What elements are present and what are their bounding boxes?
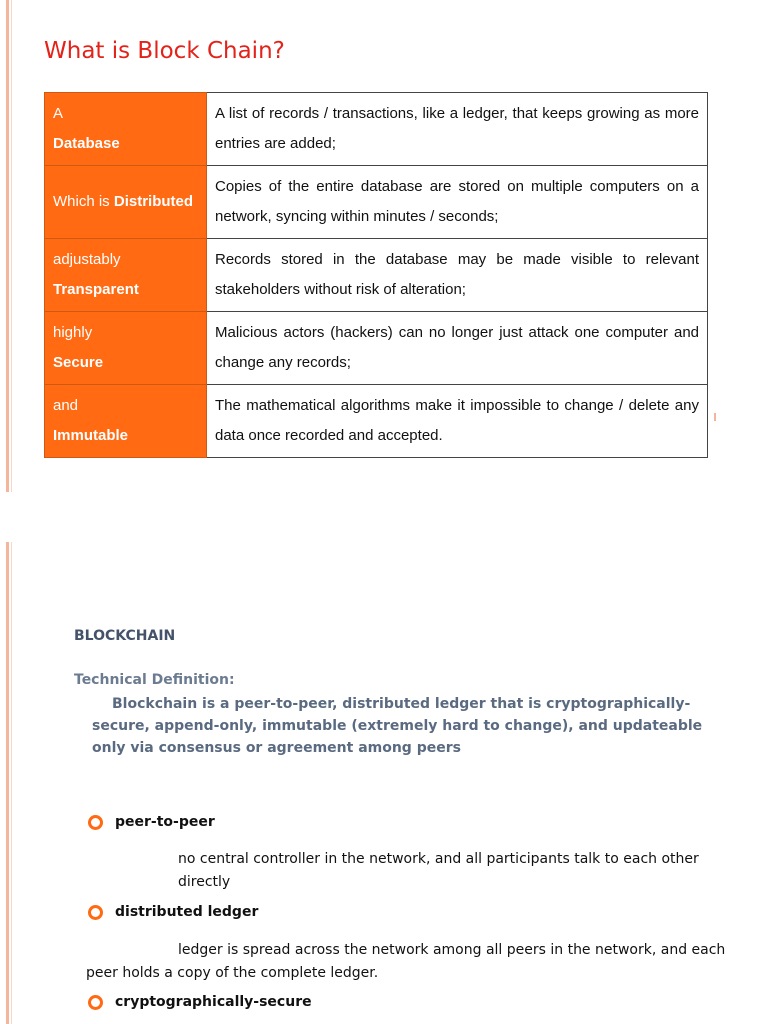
table-row (45, 166, 708, 239)
slide-title: What is Block Chain? (44, 38, 285, 64)
bullet-description: no central controller in the network, and all participants talk to each other directly (178, 851, 699, 890)
bullet-item (88, 814, 215, 830)
circle-bullet-icon (88, 995, 103, 1010)
bullet-description: ledger is spread across the network among all peers in the network, and each peer holds a copy of the complete ledger. (86, 942, 726, 981)
term-keyword: Secure (53, 354, 104, 371)
term-cell (45, 93, 207, 166)
term-cell (45, 312, 207, 385)
definition-text: Blockchain is a peer-to-peer, distributed ledger that is cryptographically-secure, append-only, immutable (extremely hard to change), and updateable only via consensus or agreement among peers (92, 696, 703, 756)
term-qualifier: A (53, 105, 64, 122)
slide-blockchain-definition (0, 542, 768, 1024)
term-qualifier: Which is (53, 193, 110, 210)
slide-accent-bar-thin (11, 542, 12, 1024)
term-cell (45, 166, 207, 239)
term-keyword: Database (53, 135, 120, 152)
term-keyword: Immutable (53, 427, 129, 444)
section-heading: BLOCKCHAIN (74, 628, 176, 644)
description-cell: Malicious actors (hackers) can no longer just attack one computer and change any records; (207, 312, 708, 385)
bullet-item (88, 994, 312, 1010)
description-cell: A list of records / transactions, like a ledger, that keeps growing as more entries are added; (207, 93, 708, 166)
bullet-label: cryptographically-secure (115, 994, 312, 1010)
term-cell (45, 385, 207, 458)
bullet-label: distributed ledger (115, 904, 259, 920)
term-qualifier: and (53, 397, 79, 414)
table-row (45, 239, 708, 312)
slide-what-is-blockchain (0, 0, 768, 495)
slide-accent-bar (6, 0, 9, 492)
definition-paragraph (92, 693, 728, 759)
description-cell: Records stored in the database may be made visible to relevant stakeholders without risk of alteration; (207, 239, 708, 312)
slide-accent-bar (6, 542, 9, 1024)
description-cell: Copies of the entire database are stored on multiple computers on a network, syncing within minutes / seconds; (207, 166, 708, 239)
term-cell (45, 239, 207, 312)
table-row (45, 312, 708, 385)
decorative-mark (714, 413, 716, 421)
slide-accent-bar-thin (11, 0, 12, 492)
term-keyword: Distributed (113, 193, 194, 210)
table-row (45, 385, 708, 458)
circle-bullet-icon (88, 815, 103, 830)
term-keyword: Transparent (53, 281, 139, 298)
section-subheading: Technical Definition: (74, 672, 235, 688)
circle-bullet-icon (88, 905, 103, 920)
definition-table (44, 92, 708, 458)
table-row (45, 93, 708, 166)
term-qualifier: adjustably (53, 251, 121, 268)
bullet-item (88, 904, 258, 920)
description-cell: The mathematical algorithms make it impossible to change / delete any data once recorded and accepted. (207, 385, 708, 458)
term-qualifier: highly (53, 324, 93, 341)
bullet-label: peer-to-peer (115, 814, 215, 830)
